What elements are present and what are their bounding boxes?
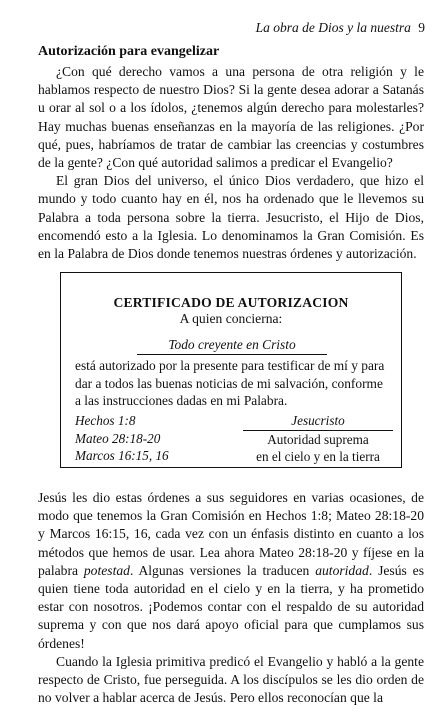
closing-text bbox=[38, 489, 424, 707]
paragraph-orders bbox=[38, 489, 424, 653]
paragraph-orders-part1: Jesús les dio estas órdenes a sus seguidores en varias ocasiones, de modo que tenemos la Gran Comisión en Hechos 1:8; Mateo 28:18-20 y Marcos 16:15, 16, cada vez con un énfasis distinto en cuanto a los métodos que hemos de usar. Lea ahora Mateo 28:18-20 y fíjese en la palabra bbox=[38, 490, 424, 578]
certificate-signature: Jesucristo bbox=[243, 412, 393, 431]
paragraph-orders-part2: . Algunas versiones la traducen bbox=[129, 562, 316, 578]
reference-mateo: Mateo 28:18-20 bbox=[75, 430, 161, 446]
signature-title-line2: en el cielo y en la tierra bbox=[256, 449, 380, 464]
authorization-certificate bbox=[60, 272, 402, 468]
reference-hechos: Hechos 1:8 bbox=[75, 413, 136, 428]
paragraph-great-commission: El gran Dios del universo, el único Dios verdadero, que hizo el mundo y todo cuanto hay en él, nos ha ordenado que le llevemos su Palabra a toda persona sobre la tierra. Jesucristo, el Hijo de Dios, encomendó esto a la Iglesia. Lo denominamos la Gran Comisión. Es en la Palabra de Dios donde tenemos nuestras órdenes y autorización. bbox=[38, 173, 424, 262]
paragraph-persecution: Cuando la Iglesia primitiva predicó el Evangelio y habló a la gente respecto de Cristo, fue perseguida. A los discípulos se les dio orden de no volver a hablar acerca de Jesús. Pero ellos reconocían que la bbox=[38, 653, 424, 706]
certificate-signature-block bbox=[243, 412, 393, 466]
certificate-holder: Todo creyente en Cristo bbox=[137, 337, 327, 355]
emphasis-autoridad: autoridad bbox=[315, 562, 369, 578]
paragraph-questions: ¿Con qué derecho vamos a una persona de otra religión y le hablamos respecto de nuestro Dios? Si la gente desea adorar a Satanás u orar al sol o a los ídolos, ¿tenemos algún derecho para molestarles? Hay muchas buenas enseñanzas en la mayoría de las religiones. ¿Por qué, pues, habríamos de tratar de cambiar las creencias y costumbres de la gente? ¿Con qué autoridad salimos a predicar el Evangelio? bbox=[38, 64, 424, 171]
certificate-references bbox=[75, 412, 169, 465]
section-heading: Autorización para evangelizar bbox=[38, 44, 220, 59]
certificate-salutation: A quien concierna: bbox=[179, 311, 283, 326]
certificate-title: CERTIFICADO DE AUTORIZACION bbox=[113, 295, 349, 310]
running-head bbox=[256, 20, 425, 36]
reference-marcos: Marcos 16:15, 16 bbox=[75, 448, 169, 463]
running-head-title: La obra de Dios y la nuestra bbox=[255, 20, 411, 35]
paragraph-orders-part3: . Jesús es quien tiene toda autoridad en el cielo y en la tierra, y ha prometido estar con nosotros. ¡Podemos contar con el respaldo de su autoridad suprema y con que nos dará apoyo oficial para que cumplamos sus órdenes! bbox=[38, 562, 424, 651]
signature-title-line1: Autoridad suprema bbox=[267, 431, 369, 447]
emphasis-potestad: potestad bbox=[83, 562, 130, 578]
page-number: 9 bbox=[418, 20, 425, 35]
intro-text bbox=[38, 63, 424, 263]
certificate-body: está autorizado por la presente para testificar de mí y para dar a todos las buenas noticias de mi salvación, conforme a las instrucciones dadas en mi Palabra. bbox=[75, 358, 385, 408]
